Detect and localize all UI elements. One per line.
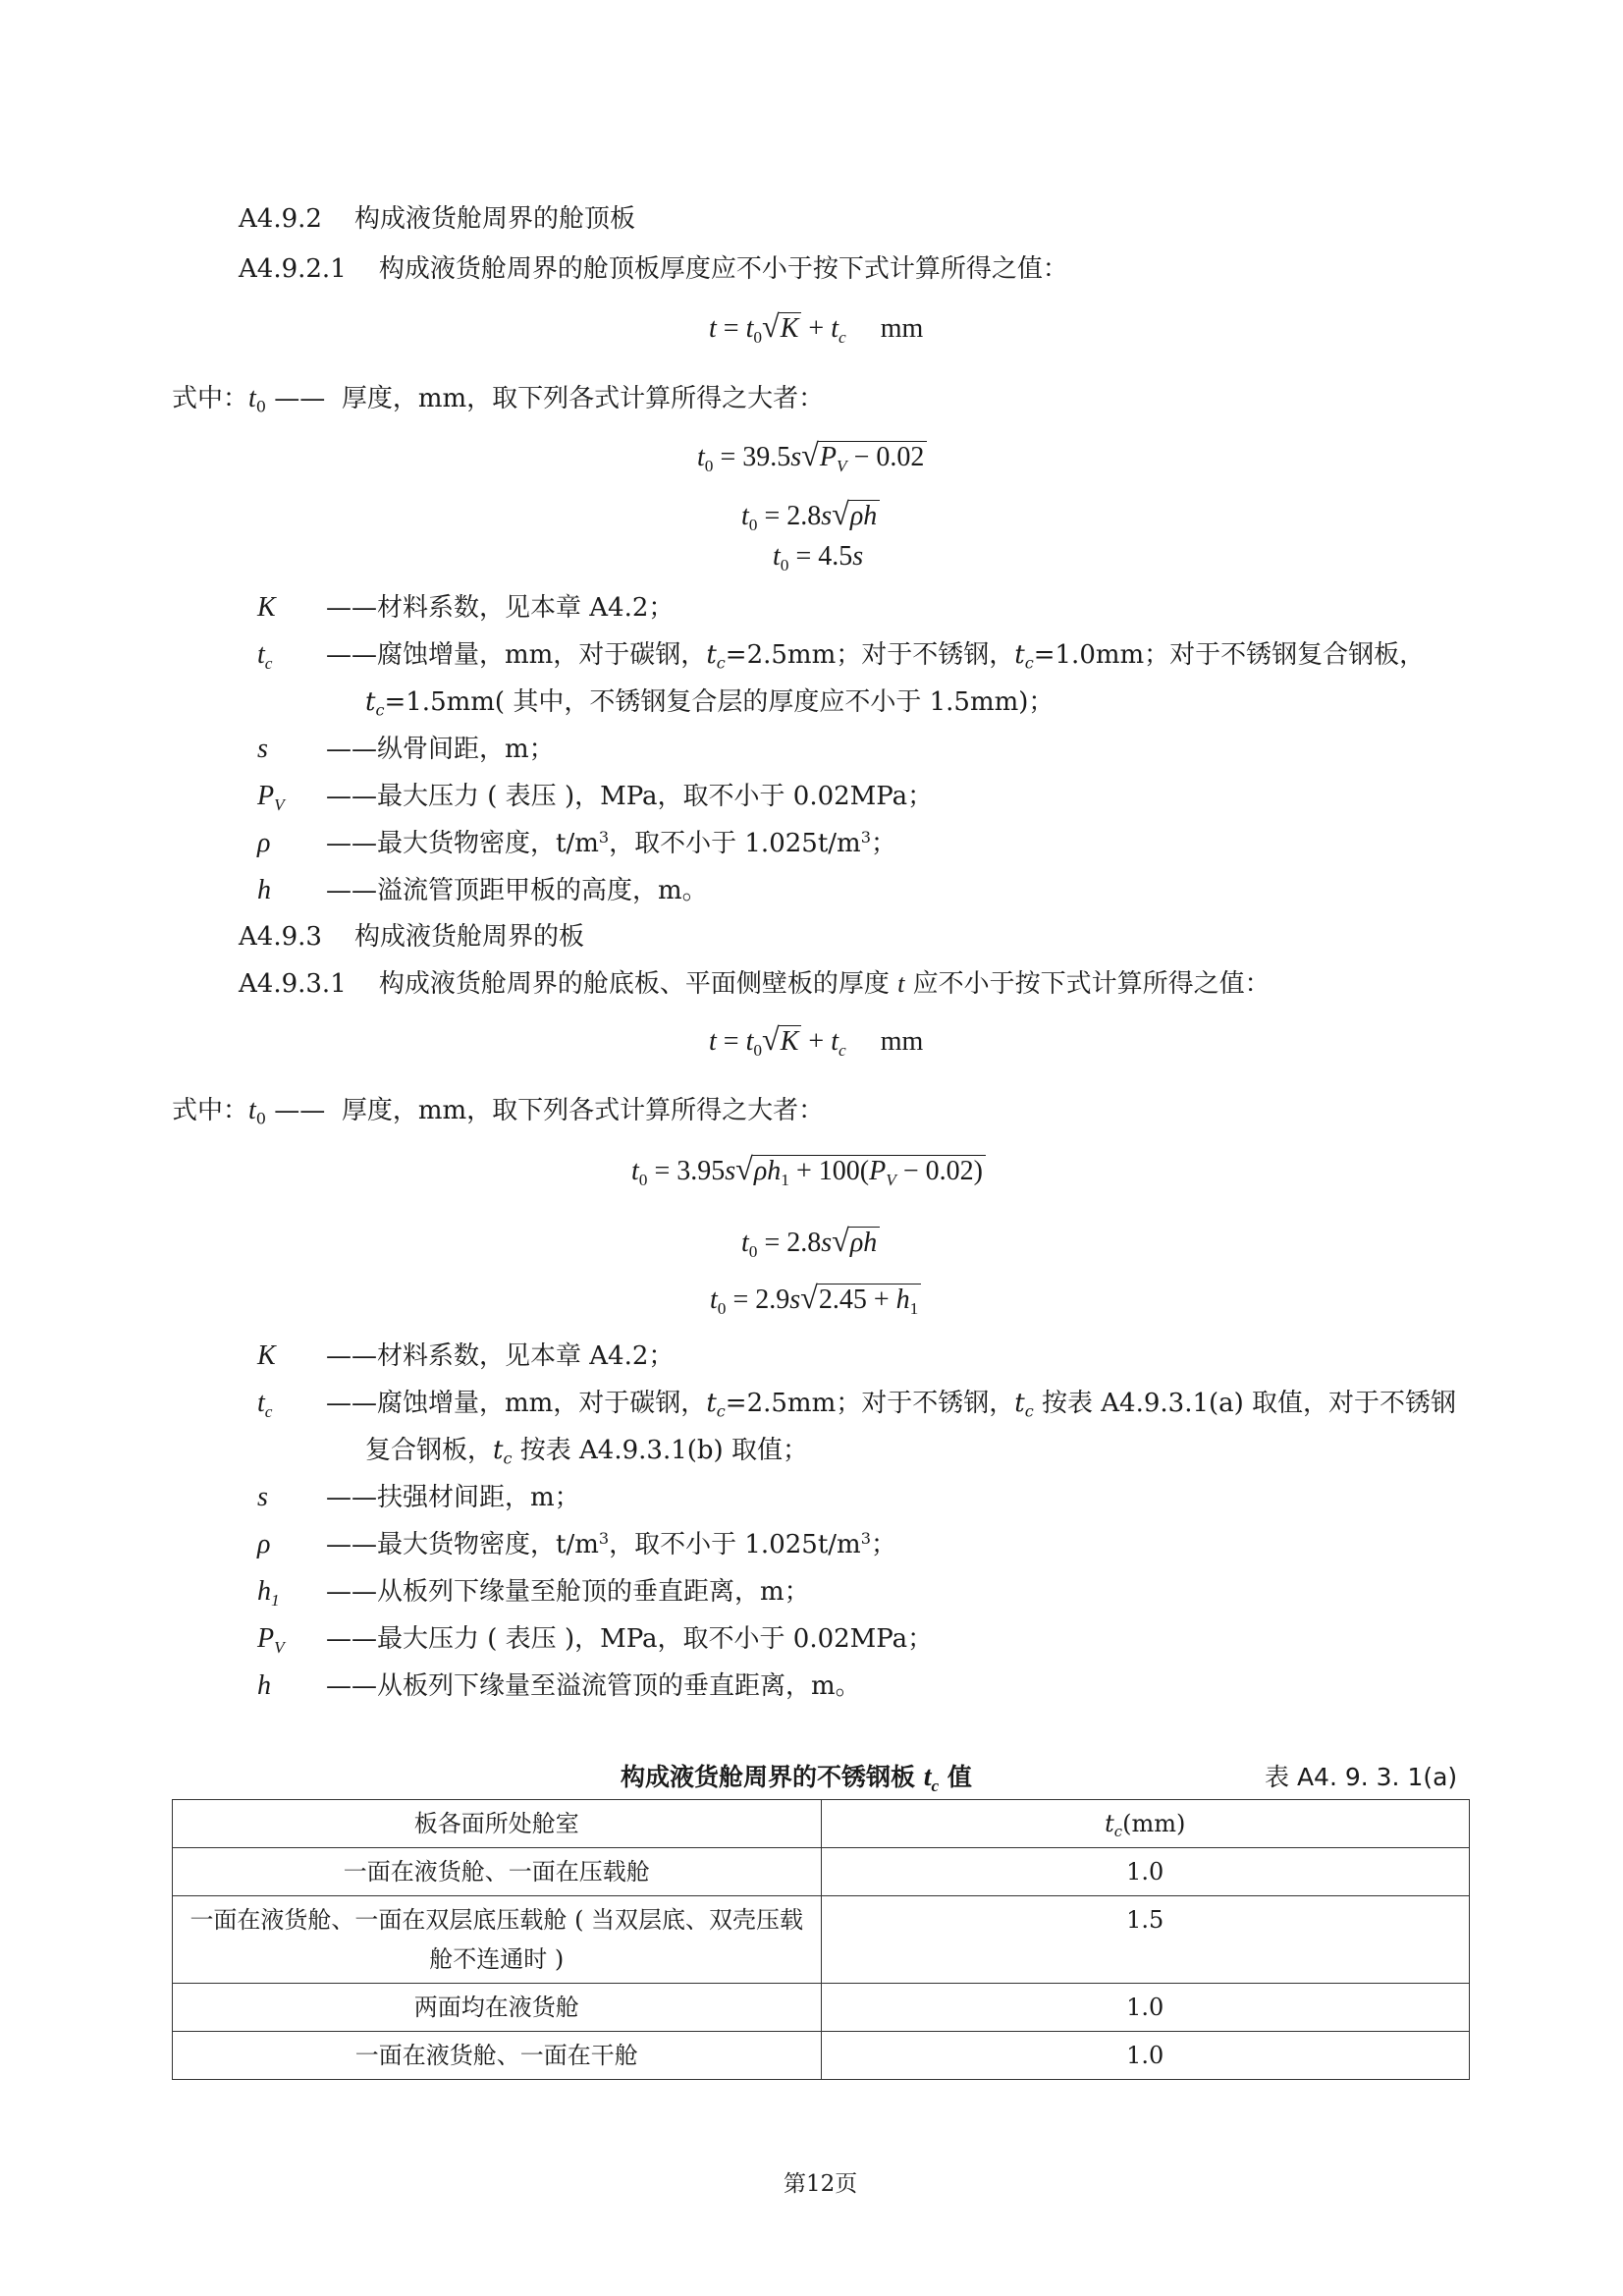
stainless-tc-table bbox=[172, 1799, 1470, 2080]
section-heading-a4-9-2: A4.9.2 构成液货舱周界的舱顶板 bbox=[239, 204, 636, 234]
def-tc-1: $t_c$ ——腐蚀增量，mm，对于碳钢，$t_c=2.5mm$；对于不锈钢，$t_c=1.0mm$；对于不锈钢复合钢板， bbox=[257, 639, 1426, 674]
formula-2-c: $t_0 = 2.9s√2.45 + h_1$ bbox=[710, 1280, 921, 1316]
table-row bbox=[173, 1984, 1470, 2032]
row-value: 1.0 bbox=[821, 1848, 1470, 1896]
def-PV-1: $P_V$ ——最大压力 ( 表压 )，MPa，取不小于 0.02MPa； bbox=[257, 781, 934, 815]
table-row bbox=[173, 2032, 1470, 2080]
formula-2-b: $t_0 = 2.8s√\rho h$ bbox=[741, 1223, 880, 1259]
def-tc-1-cont: $t_c=1.5mm$( 其中，不锈钢复合层的厚度应不小于 1.5mm)； bbox=[365, 687, 1055, 720]
row-value: 1.0 bbox=[821, 2032, 1470, 2080]
row-location: 两面均在液货舱 bbox=[173, 1984, 822, 2032]
table-title: 构成液货舱周界的不锈钢板 $t_c$ 值 bbox=[621, 1762, 972, 1796]
clause-a4-9-3-1: A4.9.3.1 构成液货舱周界的舱底板、平面侧壁板的厚度 t 应不小于按下式计算所得之值： bbox=[239, 969, 1271, 999]
def-rho-2: ρ ——最大货物密度，$t/m^3$，取不小于 $1.025t/m^3$； bbox=[257, 1529, 896, 1559]
def-rho-1: ρ ——最大货物密度，$t/m^3$，取不小于 $1.025t/m^3$； bbox=[257, 828, 896, 858]
formula-1-a: $t_0 = 39.5s√P_V - 0.02$ bbox=[697, 437, 927, 473]
row-location: 一面在液货舱、一面在干舱 bbox=[173, 2032, 822, 2080]
def-K-2: K ——材料系数，见本章 A4.2； bbox=[257, 1340, 675, 1371]
where-t0-2: 式中：$t_0$ —— 厚度，mm，取下列各式计算所得之大者： bbox=[172, 1095, 825, 1128]
def-s-1: s ——纵骨间距，m； bbox=[257, 734, 555, 764]
formula-1-b: $t_0 = 2.8s√\rho h$ bbox=[741, 496, 880, 532]
table-row bbox=[173, 1896, 1470, 1984]
def-h-1: h ——溢流管顶距甲板的高度，m。 bbox=[257, 875, 708, 905]
section-heading-a4-9-3: A4.9.3 构成液货舱周界的板 bbox=[239, 922, 585, 952]
main-formula-2: $t = t_0√K + t_c$ mm bbox=[709, 1021, 924, 1061]
def-tc-2: $t_c$ ——腐蚀增量，mm，对于碳钢，$t_c=2.5mm$；对于不锈钢，$t_c$ 按表 A4.9.3.1(a) 取值，对于不锈钢 bbox=[257, 1388, 1457, 1422]
clause-a4-9-2-1: A4.9.2.1 构成液货舱周界的舱顶板厚度应不小于按下式计算所得之值： bbox=[239, 254, 1068, 284]
where-t0-1: 式中：$t_0$ —— 厚度，mm，取下列各式计算所得之大者： bbox=[172, 383, 825, 416]
table-header-row bbox=[173, 1800, 1470, 1848]
main-formula-1: $t = t_0√K + t_c$ mm bbox=[709, 308, 924, 348]
table-row bbox=[173, 1848, 1470, 1896]
def-s-2: s ——扶强材间距，m； bbox=[257, 1482, 580, 1512]
row-location: 一面在液货舱、一面在双层底压载舱 ( 当双层底、双壳压载舱不连通时 ) bbox=[173, 1896, 822, 1984]
formula-2-a: $t_0 = 3.95s√\rho h_1 + 100(P_V - 0.02)$ bbox=[631, 1151, 986, 1187]
row-location: 一面在液货舱、一面在压载舱 bbox=[173, 1848, 822, 1896]
row-value: 1.0 bbox=[821, 1984, 1470, 2032]
def-PV-2: $P_V$ ——最大压力 ( 表压 )，MPa，取不小于 0.02MPa； bbox=[257, 1623, 934, 1658]
formula-1-c: $t_0 = 4.5s$ bbox=[773, 541, 864, 575]
page-number: 第12页 bbox=[784, 2171, 858, 2197]
row-value: 1.5 bbox=[821, 1896, 1470, 1984]
table-number: 表 A4. 9. 3. 1(a) bbox=[1265, 1763, 1458, 1791]
header-tc: $t_c(mm)$ bbox=[821, 1800, 1470, 1848]
def-K-1: K ——材料系数，见本章 A4.2； bbox=[257, 592, 675, 623]
def-h-2: h ——从板列下缘量至溢流管顶的垂直距离，m。 bbox=[257, 1670, 861, 1701]
def-tc-2-cont: 复合钢板，$t_c$ 按表 A4.9.3.1(b) 取值； bbox=[365, 1436, 808, 1468]
header-location: 板各面所处舱室 bbox=[173, 1800, 822, 1848]
def-h1-2: $h_1$ ——从板列下缘量至舱顶的垂直距离，m； bbox=[257, 1576, 810, 1611]
